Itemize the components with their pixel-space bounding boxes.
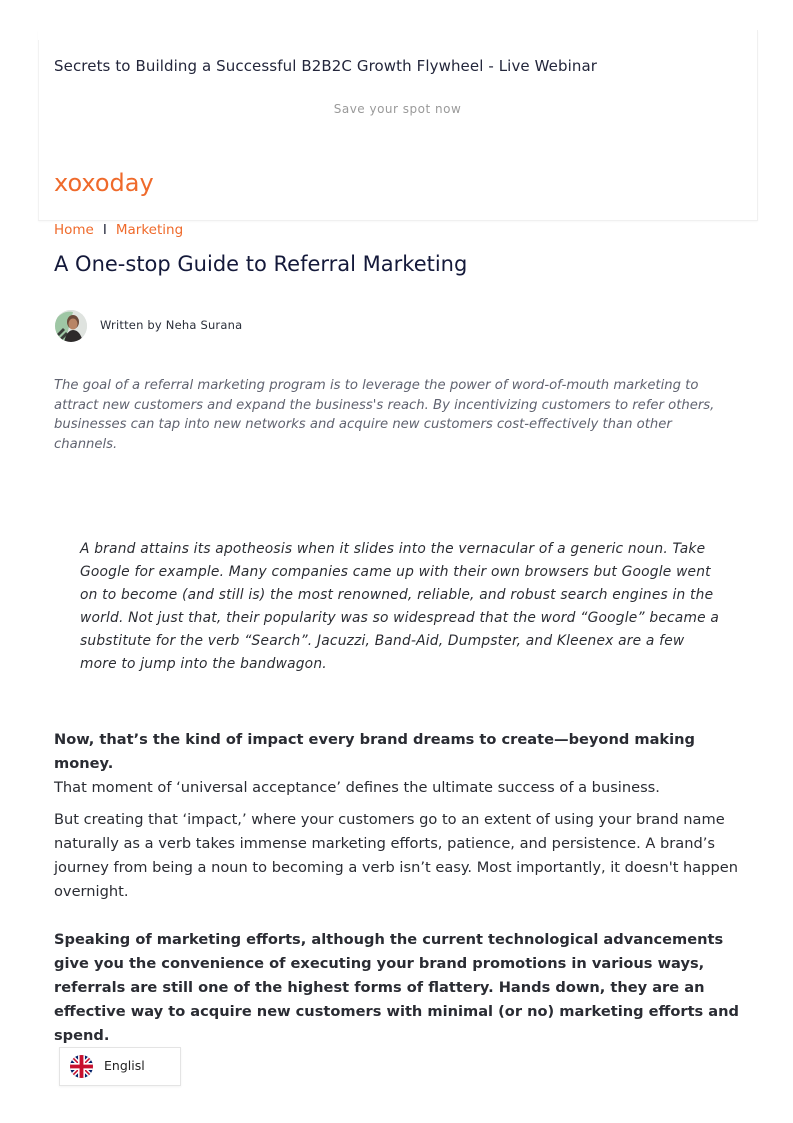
paragraph-impact bbox=[54, 728, 744, 800]
breadcrumb bbox=[54, 222, 183, 238]
article-summary: The goal of a referral marketing program is to leverage the power of word-of-mouth marketing to attract new customers and expand the business's reach. By incentivizing customers to refer others, businesses can tap into new networks and acquire new customers cost-effectively than other channels. bbox=[54, 378, 715, 452]
breadcrumb-marketing-link[interactable]: Marketing bbox=[115, 222, 184, 238]
breadcrumb-separator: I bbox=[102, 222, 107, 238]
paragraph-impact-text: That moment of ‘universal acceptance’ defines the ultimate success of a business. bbox=[54, 779, 660, 796]
header-card bbox=[38, 30, 758, 221]
webinar-banner-title[interactable]: Secrets to Building a Successful B2B2C Growth Flywheel - Live Webinar bbox=[54, 57, 598, 75]
paragraph-creating-impact: But creating that ‘impact,’ where your customers go to an extent of using your brand name naturally as a verb takes immense marketing efforts, patience, and persistence. A brand’s journey from being a noun to becoming a verb isn’t easy. Most importantly, it doesn't happen overnight. bbox=[54, 811, 739, 900]
paragraph-impact-bold: Now, that’s the kind of impact every brand dreams to create—beyond making money. bbox=[54, 731, 695, 772]
article-quote: A brand attains its apotheosis when it slides into the vernacular of a generic noun. Take Google for example. Many companies came up with their own browsers but Google went on to become (and still is) the most renowned, reliable, and robust search engines in the world. Not just that, their popularity was so widespread that the word “Google” became a substitute for the verb “Search”. Jacuzzi, Band-Aid, Dumpster, and Kleenex are a few more to jump into the bandwagon. bbox=[80, 541, 720, 672]
author-byline[interactable]: Written by Neha Surana bbox=[100, 318, 243, 332]
xoxoday-logo[interactable]: xoxoday bbox=[54, 169, 154, 197]
uk-flag-icon bbox=[70, 1055, 93, 1078]
save-spot-link[interactable]: Save your spot now bbox=[333, 102, 462, 116]
article-title: A One-stop Guide to Referral Marketing bbox=[54, 252, 468, 276]
language-selector[interactable] bbox=[59, 1047, 181, 1086]
breadcrumb-home-link[interactable]: Home bbox=[54, 222, 94, 238]
author-avatar[interactable] bbox=[55, 310, 87, 342]
language-label: Englisl bbox=[104, 1058, 145, 1073]
header-edge bbox=[38, 40, 39, 220]
avatar-image bbox=[55, 310, 87, 342]
paragraph-marketing-efforts: Speaking of marketing efforts, although the current technological advancements give you the convenience of executing your brand promotions in various ways, referrals are still one of the highest forms of flattery. Hands down, they are an effective way to acquire new customers with minimal (or no) marketing efforts and spend. bbox=[54, 931, 739, 1044]
